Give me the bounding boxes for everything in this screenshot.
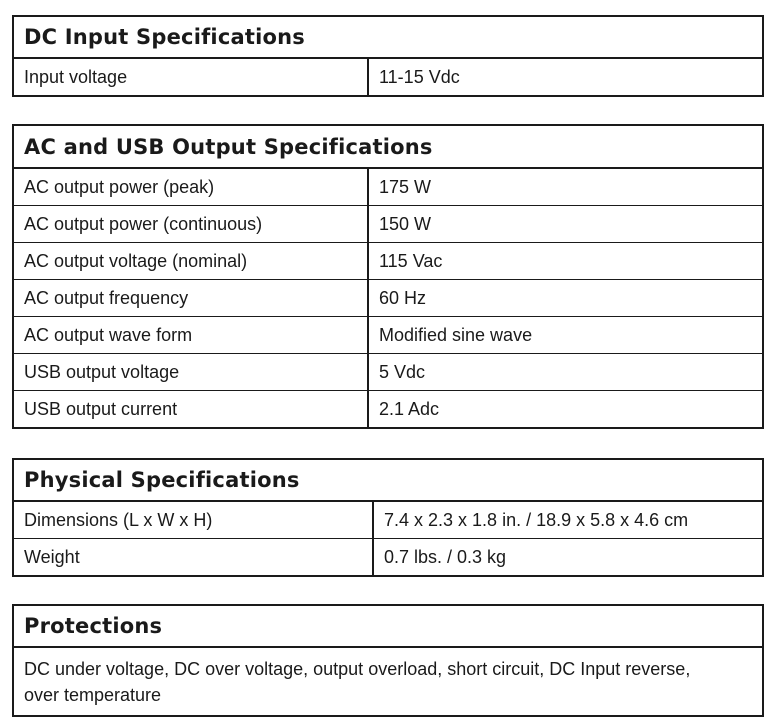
spec-value: 5 Vdc bbox=[368, 354, 763, 391]
table-header-row bbox=[13, 459, 763, 501]
spec-value: 11-15 Vdc bbox=[368, 58, 763, 96]
table-row bbox=[13, 280, 763, 317]
protections-text-line: DC under voltage, DC over voltage, output overload, short circuit, DC Input reverse, bbox=[24, 658, 691, 679]
physical-specifications-table bbox=[12, 458, 764, 577]
spec-value: 0.7 lbs. / 0.3 kg bbox=[373, 539, 763, 577]
protections-text-line: over temperature bbox=[24, 684, 162, 705]
table-row bbox=[13, 243, 763, 280]
protections-table bbox=[12, 604, 764, 717]
table-row bbox=[13, 647, 763, 716]
physical-title: Physical Specifications bbox=[13, 459, 763, 501]
protections-text bbox=[13, 647, 763, 716]
table-header-row bbox=[13, 605, 763, 647]
ac-usb-output-specifications-table bbox=[12, 124, 764, 429]
spec-value: 7.4 x 2.3 x 1.8 in. / 18.9 x 5.8 x 4.6 cm bbox=[373, 501, 763, 539]
table-row bbox=[13, 317, 763, 354]
table-row bbox=[13, 206, 763, 243]
spec-label: AC output voltage (nominal) bbox=[13, 243, 368, 280]
protections-title: Protections bbox=[13, 605, 763, 647]
dc-input-specifications-table bbox=[12, 15, 764, 97]
spec-value: 115 Vac bbox=[368, 243, 763, 280]
table-row bbox=[13, 58, 763, 96]
spec-label: USB output current bbox=[13, 391, 368, 429]
dc-input-title: DC Input Specifications bbox=[13, 16, 763, 58]
spec-label: AC output power (peak) bbox=[13, 168, 368, 206]
spec-value: 60 Hz bbox=[368, 280, 763, 317]
table-row bbox=[13, 501, 763, 539]
table-row bbox=[13, 168, 763, 206]
table-header-row bbox=[13, 16, 763, 58]
table-header-row bbox=[13, 125, 763, 168]
table-row bbox=[13, 391, 763, 429]
spec-label: Weight bbox=[13, 539, 373, 577]
spec-label: USB output voltage bbox=[13, 354, 368, 391]
ac-usb-output-title: AC and USB Output Specifications bbox=[13, 125, 763, 168]
spec-label: Dimensions (L x W x H) bbox=[13, 501, 373, 539]
spec-value: 175 W bbox=[368, 168, 763, 206]
spec-label: AC output wave form bbox=[13, 317, 368, 354]
spec-value: Modified sine wave bbox=[368, 317, 763, 354]
spec-value: 2.1 Adc bbox=[368, 391, 763, 429]
table-row bbox=[13, 354, 763, 391]
table-row bbox=[13, 539, 763, 577]
spec-label: AC output power (continuous) bbox=[13, 206, 368, 243]
spec-label: AC output frequency bbox=[13, 280, 368, 317]
spec-label: Input voltage bbox=[13, 58, 368, 96]
spec-value: 150 W bbox=[368, 206, 763, 243]
